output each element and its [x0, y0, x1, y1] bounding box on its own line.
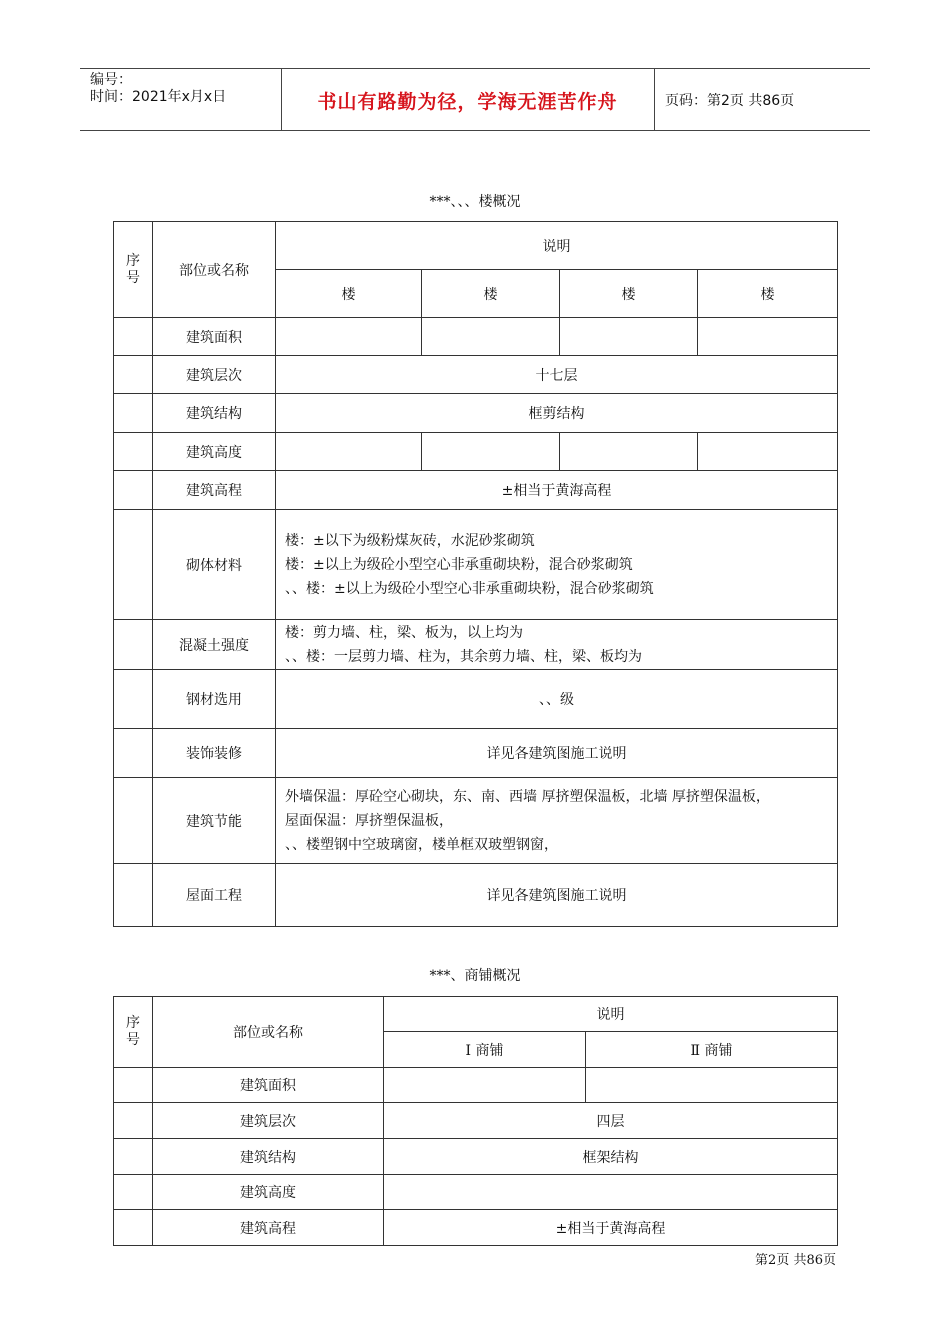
- seq-cell: [114, 778, 153, 864]
- value-cell: 十七层: [276, 356, 838, 394]
- text-line: 楼：剪力墙、柱，梁、板为，以上均为: [285, 624, 523, 641]
- header-page-number: 页码：第2页 共86页: [665, 93, 795, 109]
- desc-header: 说明: [276, 222, 838, 270]
- value-cell: [276, 433, 422, 471]
- shop-subheader: Ⅱ 商铺: [586, 1032, 838, 1068]
- seq-cell: [114, 729, 153, 778]
- table2-caption: ***、商铺概况: [429, 968, 521, 984]
- value-cell: 、、级: [276, 670, 838, 729]
- desc-header: 说明: [384, 997, 838, 1032]
- row-label: 建筑高程: [153, 471, 276, 510]
- value-cell: ±相当于黄海高程: [276, 471, 838, 510]
- seq-header: 序 号: [114, 997, 153, 1068]
- row-label: 建筑高度: [153, 1175, 384, 1210]
- value-cell: 四层: [384, 1103, 838, 1139]
- row-label: 屋面工程: [153, 864, 276, 927]
- value-cell: [384, 1175, 838, 1210]
- seq-cell: [114, 620, 153, 670]
- row-label: 建筑结构: [153, 394, 276, 433]
- row-label: 建筑面积: [153, 1068, 384, 1103]
- shop-subheader: Ⅰ 商铺: [384, 1032, 586, 1068]
- masonry-description: [276, 510, 838, 620]
- seq-cell: [114, 318, 153, 356]
- value-cell: [698, 318, 838, 356]
- name-header: 部位或名称: [153, 997, 384, 1068]
- seq-cell: [114, 394, 153, 433]
- row-label: 建筑层次: [153, 356, 276, 394]
- header-motto: 书山有路勤为径，学海无涯苦作舟: [317, 91, 618, 113]
- text-line: 楼：±以上为级砼小型空心非承重砌块粉，混合砂浆砌筑: [285, 556, 633, 573]
- row-label: 建筑层次: [153, 1103, 384, 1139]
- seq-header: 序 号: [114, 222, 153, 318]
- table1-caption: ***、、、楼概况: [429, 194, 521, 210]
- text-line: 、、楼塑钢中空玻璃窗，楼单框双玻塑钢窗，: [285, 836, 558, 853]
- value-cell: [560, 433, 698, 471]
- seq-cell: [114, 1139, 153, 1175]
- building-subheader: 楼: [422, 270, 560, 318]
- value-cell: [384, 1068, 586, 1103]
- code-label: 编号：: [90, 72, 132, 88]
- seq-cell: [114, 471, 153, 510]
- seq-cell: [114, 1210, 153, 1246]
- value-cell: [698, 433, 838, 471]
- value-cell: 框架结构: [384, 1139, 838, 1175]
- value-cell: ±相当于黄海高程: [384, 1210, 838, 1246]
- seq-cell: [114, 510, 153, 620]
- name-header: 部位或名称: [153, 222, 276, 318]
- seq-cell: [114, 1175, 153, 1210]
- value-cell: [586, 1068, 838, 1103]
- page-header: [80, 68, 870, 131]
- text-line: 、、楼：±以上为级砼小型空心非承重砌块粉，混合砂浆砌筑: [285, 580, 654, 597]
- row-label: 装饰装修: [153, 729, 276, 778]
- text-line: 屋面保温：厚挤塑保温板，: [285, 812, 453, 829]
- time-label: 时间：2021年x月x日: [90, 89, 227, 105]
- row-label: 建筑节能: [153, 778, 276, 864]
- value-cell: 框剪结构: [276, 394, 838, 433]
- value-cell: [276, 318, 422, 356]
- value-cell: 详见各建筑图施工说明: [276, 729, 838, 778]
- seq-cell: [114, 1103, 153, 1139]
- building-subheader: 楼: [698, 270, 838, 318]
- seq-cell: [114, 356, 153, 394]
- seq-cell: [114, 864, 153, 927]
- header-divider: [654, 69, 655, 130]
- seq-cell: [114, 670, 153, 729]
- value-cell: 详见各建筑图施工说明: [276, 864, 838, 927]
- building-overview-table: [113, 221, 838, 927]
- row-label: 混凝土强度: [153, 620, 276, 670]
- text-line: 、、楼：一层剪力墙、柱为，其余剪力墙、柱，梁、板均为: [285, 648, 642, 665]
- concrete-description: [276, 620, 838, 670]
- value-cell: [422, 433, 560, 471]
- shop-overview-table: [113, 996, 838, 1246]
- page-footer: 第2页 共86页: [755, 1253, 836, 1268]
- building-subheader: 楼: [276, 270, 422, 318]
- row-label: 建筑结构: [153, 1139, 384, 1175]
- value-cell: [560, 318, 698, 356]
- text-line: 楼：±以下为级粉煤灰砖，水泥砂浆砌筑: [285, 532, 535, 549]
- value-cell: [422, 318, 560, 356]
- text-line: 外墙保温：厚砼空心砌块，东、南、西墙 厚挤塑保温板，北墙 厚挤塑保温板，: [285, 788, 770, 805]
- row-label: 建筑高度: [153, 433, 276, 471]
- building-subheader: 楼: [560, 270, 698, 318]
- seq-cell: [114, 433, 153, 471]
- energy-description: [276, 778, 838, 864]
- row-label: 钢材选用: [153, 670, 276, 729]
- row-label: 建筑面积: [153, 318, 276, 356]
- row-label: 建筑高程: [153, 1210, 384, 1246]
- seq-cell: [114, 1068, 153, 1103]
- row-label: 砌体材料: [153, 510, 276, 620]
- header-meta: [90, 72, 226, 106]
